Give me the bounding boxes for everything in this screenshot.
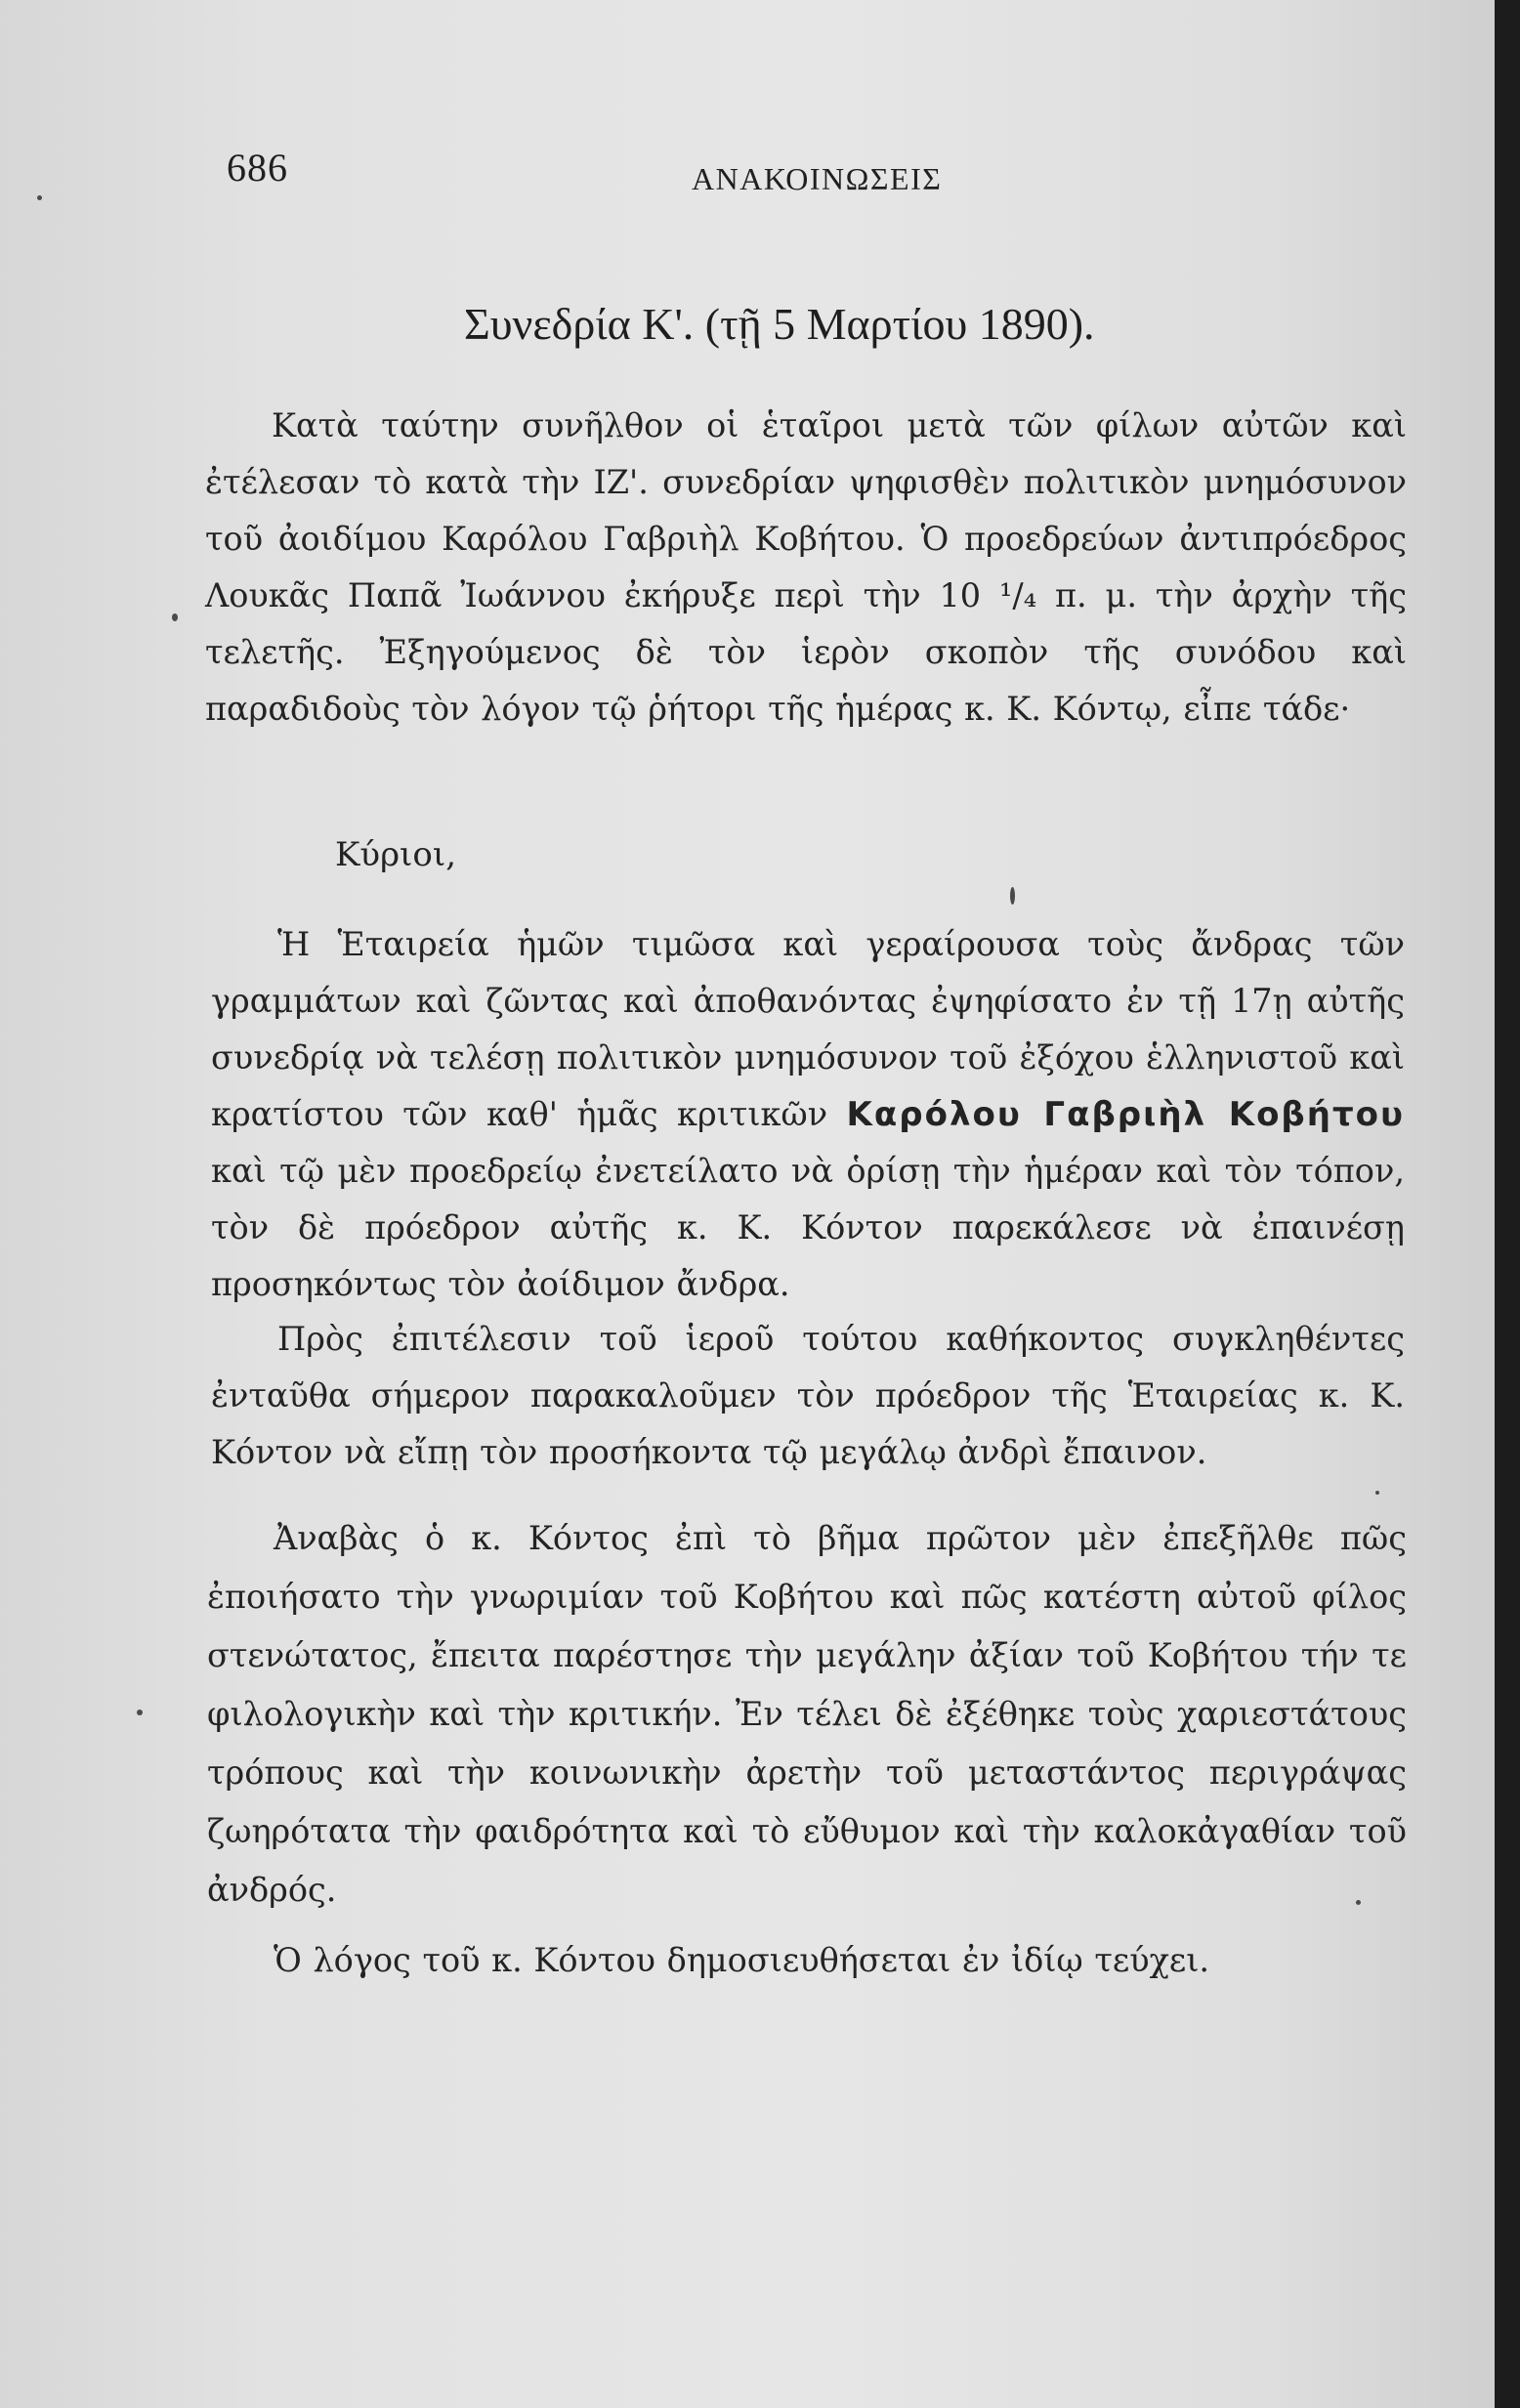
scan-speck	[137, 1710, 143, 1715]
running-head: ΑΝΑΚΟΙΝΩΣΕΙΣ	[692, 161, 943, 196]
scan-speck	[37, 195, 42, 200]
scan-speck	[1010, 887, 1015, 905]
paragraph-opening	[205, 398, 1407, 738]
paragraph-speech-summary	[207, 1509, 1407, 1920]
paragraph-speech-summary-text: Ἀναβὰς ὁ κ. Κόντος ἐπὶ τὸ βῆμα πρῶτον μὲν ἐπεξῆλθε πῶς ἐποιήσατο τὴν γνωριμίαν τοῦ Κοβήτου καὶ πῶς κατέστη αὐτοῦ φίλος στενώτατος, ἔπειτα παρέστησε τὴν μεγάλην ἀξίαν τοῦ Κοβήτου τήν τε φιλολογικὴν καὶ τὴν κριτικήν. Ἐν τέλει δὲ ἐξέθηκε τοὺς χαριεστάτους τρόπους καὶ τὴν κοινωνικὴν ἀρετὴν τοῦ μεταστάντος περιγράψας ζωηρότατα τὴν φαιδρότητα καὶ τὸ εὔθυμον καὶ τὴν καλοκἀγαθίαν τοῦ ἀνδρός.	[207, 1519, 1407, 1909]
session-title: Συνεδρία Κ'. (τῇ 5 Μαρτίου 1890).	[464, 299, 1095, 349]
paragraph-invitation	[211, 1311, 1405, 1481]
scan-speck	[1356, 1900, 1361, 1905]
binding-edge	[1495, 0, 1520, 2408]
salutation: Κύριοι,	[335, 835, 456, 874]
scan-speck	[1375, 1491, 1379, 1495]
scan-speck	[172, 613, 178, 621]
paragraph-society-decision	[211, 916, 1405, 1313]
paragraph-society-decision-continuation: καὶ τῷ μὲν προεδρείῳ ἐνετείλατο νὰ ὁρίσῃ τὴν ἡμέραν καὶ τὸν τόπον, τὸν δὲ πρόεδρον αὐτῆς κ. Κ. Κόντον παρεκάλεσε νὰ ἐπαινέσῃ προσηκόντως τὸν ἀοίδιμον ἄνδρα.	[211, 1152, 1405, 1303]
paragraph-publication-note	[207, 1932, 1407, 1989]
honoree-name: Καρόλου Γαβριὴλ Κοβήτου	[846, 1095, 1405, 1134]
page-number: 686	[227, 146, 288, 190]
paragraph-invitation-text: Πρὸς ἐπιτέλεσιν τοῦ ἱεροῦ τούτου καθήκοντος συγκληθέντες ἐνταῦθα σήμερον παρακαλοῦμεν τὸν πρόεδρον τῆς Ἑταιρείας κ. Κ. Κόντον νὰ εἴπῃ τὸν προσήκοντα τῷ μεγάλῳ ἀνδρὶ ἔπαινον.	[211, 1320, 1405, 1471]
paragraph-opening-text: Κατὰ ταύτην συνῆλθον οἱ ἑταῖροι μετὰ τῶν φίλων αὐτῶν καὶ ἐτέλεσαν τὸ κατὰ τὴν ΙΖ'. συνεδρίαν ψηφισθὲν πολιτικὸν μνημόσυνον τοῦ ἀοιδίμου Καρόλου Γαβριὴλ Κοβήτου. Ὁ προεδρεύων ἀντιπρόεδρος Λουκᾶς Παπᾶ Ἰωάννου ἐκήρυξε περὶ τὴν 10 ¹/₄ π. μ. τὴν ἀρχὴν τῆς τελετῆς. Ἐξηγούμενος δὲ τὸν ἱερὸν σκοπὸν τῆς συνόδου καὶ παραδιδοὺς τὸν λόγον τῷ ῥήτορι τῆς ἡμέρας κ. Κ. Κόντῳ, εἶπε τάδε·	[205, 406, 1407, 728]
paragraph-society-decision-text: Ἡ Ἑταιρεία ἡμῶν τιμῶσα καὶ γεραίρουσα τοὺς ἄνδρας τῶν γραμμάτων καὶ ζῶντας καὶ ἀποθανόντας ἐψηφίσατο ἐν τῇ 17ῃ αὐτῆς συνεδρίᾳ νὰ τελέσῃ πολιτικὸν μνημόσυνον τοῦ ἐξόχου ἑλληνιστοῦ καὶ κρατίστου τῶν καθ' ἡμᾶς κριτικῶν	[211, 925, 1405, 1133]
paragraph-publication-note-text: Ὁ λόγος τοῦ κ. Κόντου δημοσιευθήσεται ἐν ἰδίῳ τεύχει.	[274, 1941, 1210, 1979]
